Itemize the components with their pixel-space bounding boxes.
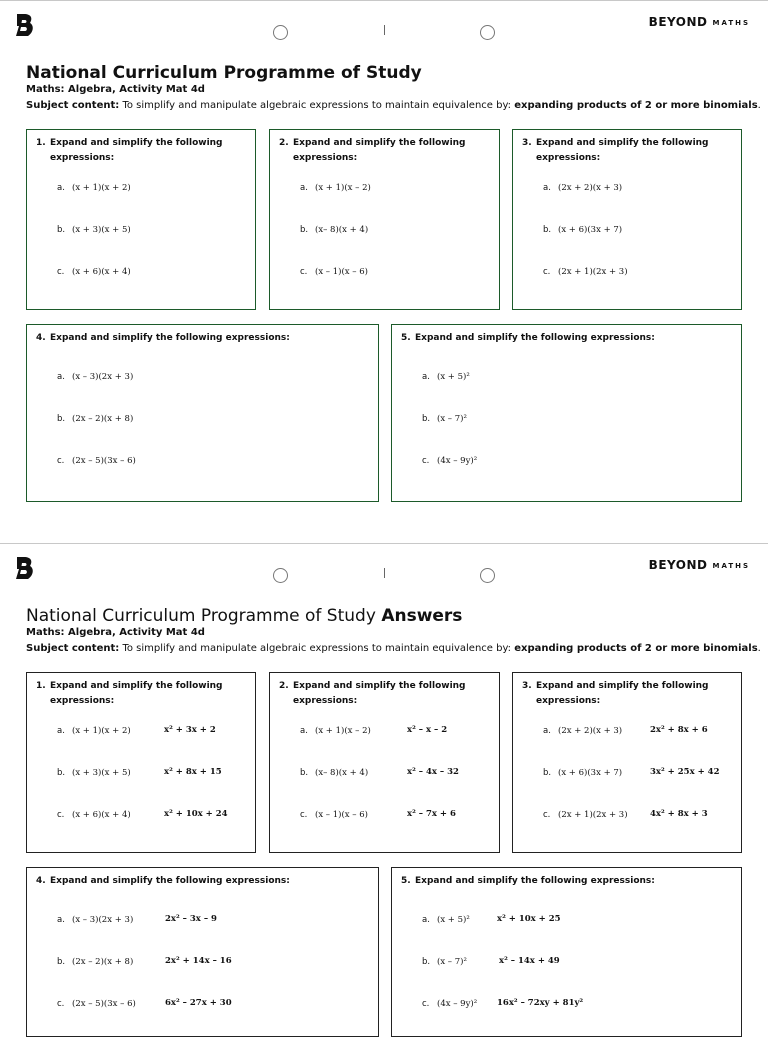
item-answer: 6x² – 27x + 30	[165, 998, 232, 1008]
subject-content	[26, 100, 761, 111]
center-tick	[384, 568, 385, 578]
item-b	[543, 768, 622, 778]
answer-box-5	[391, 867, 742, 1037]
item-label: a.	[300, 183, 308, 193]
item-a	[543, 726, 622, 736]
item-expression: (2x – 2)(x + 8)	[72, 957, 134, 967]
question-line1: Expand and simplify the following	[536, 681, 709, 691]
question-line1: Expand and simplify the following expressions:	[50, 876, 290, 886]
item-label: a.	[57, 915, 65, 925]
item-expression: (x – 3)(2x + 3)	[72, 372, 134, 382]
item-b	[422, 957, 467, 967]
question-line1: Expand and simplify the following	[50, 138, 223, 148]
item-a	[543, 183, 622, 193]
item-answer: x² + 10x + 25	[497, 914, 561, 924]
item-c	[57, 999, 136, 1009]
item-label: c.	[422, 456, 430, 466]
punch-hole-left	[273, 25, 288, 40]
question-heading	[36, 136, 246, 166]
item-c	[57, 456, 136, 466]
question-number: 4.	[36, 333, 46, 343]
item-expression: (x + 1)(x – 2)	[315, 726, 371, 736]
question-number: 2.	[279, 681, 289, 691]
question-heading	[522, 679, 732, 709]
page-title: National Curriculum Programme of Study	[26, 63, 422, 83]
answer-box-4	[26, 867, 379, 1037]
brand-sub: MATHS	[712, 18, 750, 27]
item-c	[422, 999, 477, 1009]
item-a	[422, 915, 470, 925]
item-label: b.	[300, 768, 309, 778]
item-c	[422, 456, 477, 466]
item-expression: (2x – 5)(3x – 6)	[72, 456, 136, 466]
item-b	[57, 957, 133, 967]
item-expression: (2x + 1)(2x + 3)	[558, 267, 628, 277]
item-label: c.	[57, 999, 65, 1009]
subject-label: Subject content:	[26, 100, 120, 111]
item-expression: (x + 6)(x + 4)	[72, 810, 131, 820]
item-answer: x² + 10x + 24	[164, 809, 228, 819]
item-b	[422, 414, 467, 424]
question-heading	[401, 874, 741, 889]
question-box-3	[512, 129, 742, 310]
question-number: 3.	[522, 138, 532, 148]
question-number: 2.	[279, 138, 289, 148]
item-label: c.	[57, 810, 65, 820]
question-heading	[279, 136, 489, 166]
item-answer: 2x² + 14x – 16	[165, 956, 232, 966]
item-expression: (x – 1)(x – 6)	[315, 267, 368, 277]
question-line1: Expand and simplify the following expressions:	[415, 876, 655, 886]
top-rule	[0, 0, 768, 1]
question-heading	[401, 331, 741, 346]
brand-name: BEYOND	[648, 558, 708, 572]
item-answer: x² – 7x + 6	[407, 809, 456, 819]
item-label: b.	[57, 225, 66, 235]
item-c	[57, 810, 131, 820]
brand-wordmark	[649, 15, 750, 29]
question-number: 1.	[36, 681, 46, 691]
center-tick	[384, 25, 385, 35]
question-number: 1.	[36, 138, 46, 148]
item-answer: 4x² + 8x + 3	[650, 809, 708, 819]
brand-sub: MATHS	[712, 561, 750, 570]
item-a	[57, 915, 133, 925]
item-answer: x² – x – 2	[407, 725, 448, 735]
item-label: b.	[543, 225, 552, 235]
item-a	[300, 726, 371, 736]
item-answer: x² + 8x + 15	[164, 767, 222, 777]
question-line1: Expand and simplify the following	[293, 138, 466, 148]
item-expression: (x + 3)(x + 5)	[72, 768, 131, 778]
answers-title-label: Answers	[381, 606, 463, 626]
item-expression: (x + 6)(3x + 7)	[558, 225, 623, 235]
item-expression: (x– 8)(x + 4)	[315, 225, 369, 235]
item-a	[57, 183, 131, 193]
item-label: a.	[300, 726, 308, 736]
question-box-1	[26, 129, 256, 310]
item-answer: x² + 3x + 2	[164, 725, 216, 735]
item-answer: x² – 4x – 32	[407, 767, 459, 777]
question-number: 3.	[522, 681, 532, 691]
question-line1: Expand and simplify the following expressions:	[415, 333, 655, 343]
item-label: c.	[57, 267, 65, 277]
item-answer: 16x² – 72xy + 81y²	[497, 998, 584, 1008]
item-b	[57, 225, 131, 235]
question-line2: expressions:	[293, 153, 358, 163]
item-expression: (4x – 9y)²	[437, 456, 478, 466]
question-line2: expressions:	[536, 696, 601, 706]
item-label: c.	[422, 999, 430, 1009]
item-label: c.	[300, 810, 308, 820]
subject-label: Subject content:	[26, 643, 120, 654]
item-answer: 3x² + 25x + 42	[650, 767, 720, 777]
subject-bold: expanding products of 2 or more binomials	[514, 100, 758, 111]
item-b	[57, 768, 131, 778]
punch-hole-right	[480, 25, 495, 40]
item-expression: (4x – 9y)²	[437, 999, 478, 1009]
item-expression: (x + 5)²	[437, 915, 470, 925]
item-a	[57, 372, 133, 382]
top-rule	[0, 543, 768, 544]
item-expression: (x + 5)²	[437, 372, 470, 382]
question-heading	[522, 136, 732, 166]
question-line1: Expand and simplify the following	[536, 138, 709, 148]
question-heading	[36, 874, 376, 889]
item-c	[300, 810, 368, 820]
item-label: a.	[422, 915, 430, 925]
answer-box-2	[269, 672, 500, 853]
item-a	[57, 726, 131, 736]
item-expression: (x + 6)(x + 4)	[72, 267, 131, 277]
item-label: b.	[57, 768, 66, 778]
page-subtitle: Maths: Algebra, Activity Mat 4d	[26, 84, 205, 95]
item-expression: (x + 3)(x + 5)	[72, 225, 131, 235]
question-line1: Expand and simplify the following	[293, 681, 466, 691]
question-number: 4.	[36, 876, 46, 886]
item-expression: (x + 6)(3x + 7)	[558, 768, 623, 778]
question-line1: Expand and simplify the following expressions:	[50, 333, 290, 343]
subject-text: To simplify and manipulate algebraic expressions to maintain equivalence by:	[119, 100, 515, 111]
item-label: a.	[543, 726, 551, 736]
answer-box-1	[26, 672, 256, 853]
item-expression: (x – 3)(2x + 3)	[72, 915, 134, 925]
item-c	[543, 267, 628, 277]
subject-bold: expanding products of 2 or more binomials	[514, 643, 758, 654]
item-answer: x² – 14x + 49	[499, 956, 560, 966]
item-c	[300, 267, 368, 277]
question-line2: expressions:	[50, 153, 115, 163]
item-expression: (2x – 5)(3x – 6)	[72, 999, 136, 1009]
brand-name: BEYOND	[648, 15, 708, 29]
item-a	[300, 183, 371, 193]
item-b	[57, 414, 133, 424]
question-line2: expressions:	[536, 153, 601, 163]
item-expression: (2x + 2)(x + 3)	[558, 726, 623, 736]
question-heading	[36, 679, 246, 709]
item-c	[57, 267, 131, 277]
item-expression: (x – 1)(x – 6)	[315, 810, 368, 820]
answer-box-3	[512, 672, 742, 853]
item-label: a.	[57, 726, 65, 736]
answers-title-main: National Curriculum Programme of Study	[26, 606, 376, 626]
item-expression: (2x + 2)(x + 3)	[558, 183, 623, 193]
item-expression: (x – 7)²	[437, 414, 467, 424]
item-answer: 2x² – 3x – 9	[165, 914, 217, 924]
item-expression: (2x – 2)(x + 8)	[72, 414, 134, 424]
answers-page	[0, 543, 768, 1024]
item-label: b.	[422, 414, 431, 424]
item-expression: (2x + 1)(2x + 3)	[558, 810, 628, 820]
item-label: c.	[543, 810, 551, 820]
beyond-logo-icon	[14, 12, 36, 38]
question-heading	[279, 679, 489, 709]
item-b	[543, 225, 622, 235]
question-line2: expressions:	[293, 696, 358, 706]
item-label: a.	[57, 183, 65, 193]
item-expression: (x + 1)(x + 2)	[72, 726, 131, 736]
subject-text: To simplify and manipulate algebraic expressions to maintain equivalence by:	[119, 643, 515, 654]
item-label: b.	[300, 225, 309, 235]
question-box-5	[391, 324, 742, 502]
item-expression: (x – 7)²	[437, 957, 467, 967]
item-label: c.	[543, 267, 551, 277]
answers-title	[26, 606, 462, 626]
item-expression: (x– 8)(x + 4)	[315, 768, 369, 778]
question-heading	[36, 331, 376, 346]
question-number: 5.	[401, 876, 411, 886]
question-box-4	[26, 324, 379, 502]
item-a	[422, 372, 470, 382]
item-label: a.	[543, 183, 551, 193]
item-label: b.	[422, 957, 431, 967]
subject-end: .	[757, 643, 761, 654]
question-box-2	[269, 129, 500, 310]
question-number: 5.	[401, 333, 411, 343]
subject-content	[26, 643, 761, 654]
item-label: c.	[300, 267, 308, 277]
item-label: b.	[543, 768, 552, 778]
punch-hole-right	[480, 568, 495, 583]
brand-wordmark	[649, 558, 750, 572]
item-label: a.	[422, 372, 430, 382]
item-label: b.	[57, 414, 66, 424]
question-line2: expressions:	[50, 696, 115, 706]
subject-end: .	[757, 100, 761, 111]
item-label: c.	[57, 456, 65, 466]
item-b	[300, 768, 368, 778]
item-expression: (x + 1)(x + 2)	[72, 183, 131, 193]
page-subtitle: Maths: Algebra, Activity Mat 4d	[26, 627, 205, 638]
punch-hole-left	[273, 568, 288, 583]
item-b	[300, 225, 368, 235]
item-label: a.	[57, 372, 65, 382]
item-expression: (x + 1)(x – 2)	[315, 183, 371, 193]
question-line1: Expand and simplify the following	[50, 681, 223, 691]
item-answer: 2x² + 8x + 6	[650, 725, 708, 735]
beyond-logo-icon	[14, 555, 36, 581]
item-label: b.	[57, 957, 66, 967]
item-c	[543, 810, 628, 820]
